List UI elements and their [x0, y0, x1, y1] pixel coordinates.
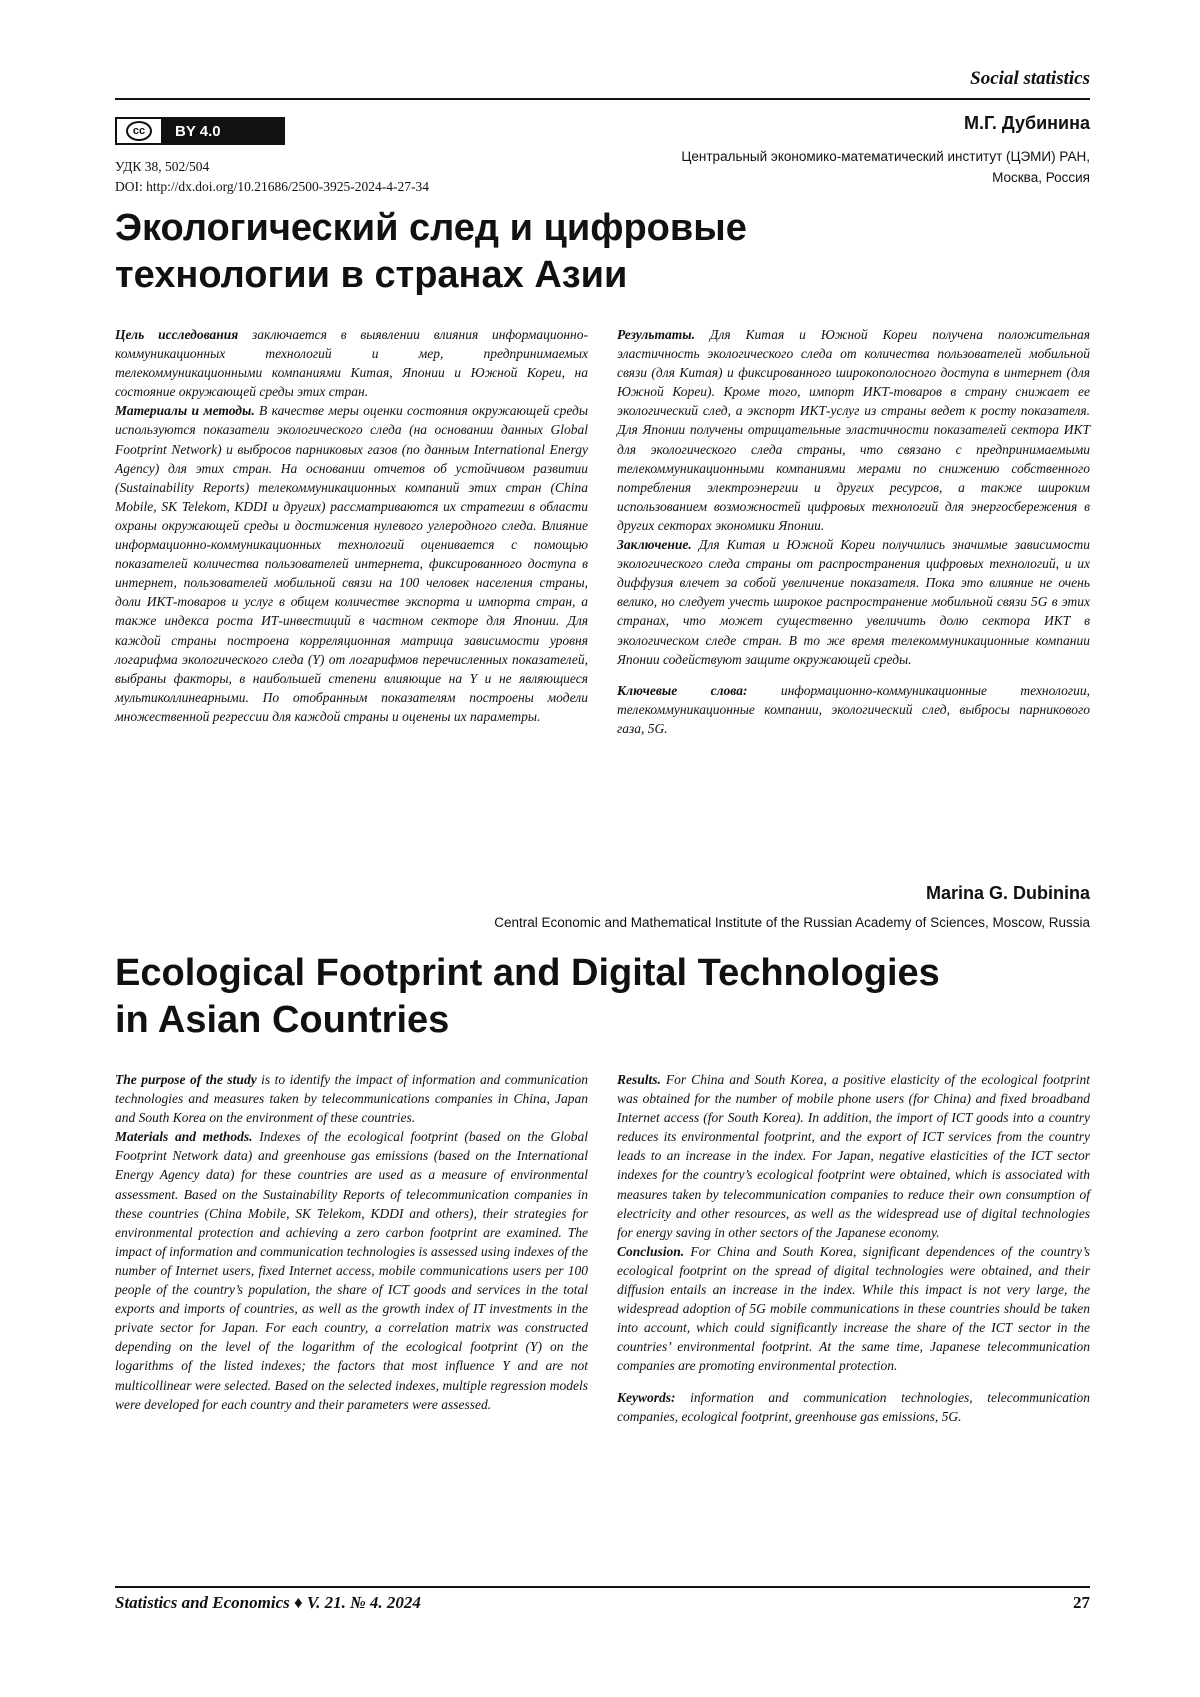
en-conclusion-text: For China and South Korea, significant dependences of the country’s ecological footprint on the spread of digital technologies were obtained, and their diffusion entails an increase in the index. While this impact is not very large, the widespread adoption of 5G mobile communications in these countries should be taken into account, which could significantly increase the share of the ICT sector in the countries’ environmental footprint. At the same time, Japanese telecommunication companies are promoting environmental protection. — [617, 1243, 1090, 1374]
en-keywords-text: information and communication technologies, telecommunication companies, ecological footprint, greenhouse gas emissions, 5G. — [617, 1389, 1090, 1424]
section-label: Social statistics — [970, 68, 1090, 89]
ru-affiliation-line1: Центральный экономико-математический институт (ЦЭМИ) РАН, — [681, 149, 1090, 164]
doi-link[interactable]: DOI: http://dx.doi.org/10.21686/2500-3925-2024-4-27-34 — [115, 179, 429, 194]
en-results-text: For China and South Korea, a positive elasticity of the ecological footprint was obtained for the number of mobile phone users (for China) and fixed broadband Internet access (for South Korea). In addition, the import of ICT goods into a country reduces its environmental footprint, and the export of ICT services from the country leads to an increase in the index. For Japan, negative elasticities of the ICT sector indexes for the country’s ecological footprint were obtained, which is associated with measures taken by telecommunication companies to reduce their own consumption of electricity and other resources, as well as the widespread use of digital technologies for energy saving in other sectors of the Japanese economy. — [617, 1072, 1090, 1240]
footer-journal: Statistics and Economics ♦ V. 21. № 4. 2024 — [115, 1593, 421, 1612]
en-abstract-right-column — [617, 1070, 1090, 1426]
en-results-paragraph — [617, 1070, 1090, 1242]
ru-methods-text: В качестве меры оценки состояния окружающей среды используются показатели экологического следа (на основании данных Global Footprint Network) и выбросов парниковых газов (по данным International Energy Agency) для этих стран. На основании отчетов об устойчивом развитии (Sustainability Reports) телекоммуникационных компаний этих стран (China Mobile, SK Telekom, KDDI и других) рассматриваются их стратегии в области охраны окружающей среды и достижения нулевого углеродного следа. Влияние информационно-коммуникационных технологий оценивается с помощью показателей количества пользователей интернета, фиксированного доступа в интернет, пользователей мобильной связи на 100 человек населения страны, доли ИКТ-товаров и услуг в общем количестве экспорта и импорта стран, а также индекса роста ИТ-инвестиций в частном секторе для Японии. Для каждой страны построена корреляционная матрица зависимости уровня логарифма экологического следа (Y) от логарифмов перечисленных показателей, выбраны факторы, в наибольшей степени влияющие на Y и не являющиеся мультиколлинеарными. По отобранным показателям построены модели множественной регрессии для каждой страны и оценены их параметры. — [115, 403, 588, 724]
en-purpose-paragraph — [115, 1070, 588, 1127]
en-keywords-label: Keywords: — [617, 1389, 676, 1405]
ru-methods-label: Материалы и методы. — [115, 403, 255, 419]
ru-title-line2: технологии в странах Азии — [115, 254, 628, 296]
license-label: BY 4.0 — [175, 122, 221, 140]
en-methods-paragraph — [115, 1127, 588, 1413]
en-title — [115, 950, 1100, 1044]
ru-keywords-text: информационно-коммуникационные технологии, телекоммуникационные компании, экологический след, выбросы парникового газа, 5G. — [617, 682, 1090, 736]
en-affiliation: Central Economic and Mathematical Institute of the Russian Academy of Sciences, Moscow, Russia — [494, 915, 1090, 930]
en-author: Marina G. Dubinina — [925, 883, 1090, 903]
cc-logo-icon — [117, 119, 163, 143]
ru-affiliation-line2: Москва, Россия — [992, 170, 1090, 185]
ru-purpose-label: Цель исследования — [115, 327, 239, 342]
en-purpose-text: is to identify the impact of information and communication technologies and measures taken by telecommunications companies in China, Japan and South Korea on the environment of these countries. — [115, 1072, 588, 1126]
en-results-label: Results. — [617, 1072, 661, 1087]
en-keywords-paragraph — [617, 1388, 1090, 1426]
en-conclusion-label: Conclusion. — [617, 1243, 685, 1259]
ru-conclusion-label: Заключение. — [617, 537, 692, 553]
ru-title-line1: Экологический след и цифровые — [115, 207, 747, 249]
cc-circle: cc — [126, 121, 152, 141]
ru-affiliation — [530, 146, 1090, 188]
en-title-line1: Ecological Footprint and Digital Technologies — [115, 952, 940, 994]
ru-title — [115, 205, 1095, 299]
ru-conclusion-paragraph — [617, 535, 1090, 669]
ru-methods-paragraph — [115, 401, 588, 726]
en-methods-label: Materials and methods. — [115, 1129, 253, 1145]
ru-purpose-text: заключается в выявлении влияния информационно-коммуникационных технологий и мер, предпринимаемых телекоммуникационными компаниями Китая, Японии и Южной Кореи, на состояние окружающей среды этих стран. — [115, 327, 588, 400]
ru-results-paragraph — [617, 325, 1090, 535]
ru-keywords-label: Ключевые слова: — [617, 682, 748, 698]
en-purpose-label: The purpose of the study — [115, 1072, 257, 1087]
ru-abstract-right-column — [617, 325, 1090, 738]
udc-doi-block — [115, 157, 429, 197]
ru-purpose-paragraph — [115, 325, 588, 401]
cc-license-badge[interactable] — [115, 117, 285, 145]
udc-code: УДК 38, 502/504 — [115, 159, 210, 174]
ru-keywords-paragraph — [617, 681, 1090, 738]
bottom-rule — [115, 1586, 1090, 1588]
en-conclusion-paragraph — [617, 1242, 1090, 1376]
ru-conclusion-text: Для Китая и Южной Кореи получились значимые зависимости экологического следа страны от распространения цифровых технологий, и их диффузия влечет за собой увеличение показателя. Пока это влияние не очень велико, но следует учесть широкое распространение мобильной связи 5G в этих странах, что может существенно увеличить долю сектора ИКТ в экологическом следе стран. В то же время телекоммуникационные компании Японии содействуют защите окружающей среды. — [617, 537, 1090, 667]
ru-author: М.Г. Дубинина — [963, 113, 1090, 133]
top-rule — [115, 98, 1090, 100]
en-abstract-left-column — [115, 1070, 588, 1414]
ru-abstract-left-column — [115, 325, 588, 726]
en-title-line2: in Asian Countries — [115, 999, 450, 1041]
en-methods-text: Indexes of the ecological footprint (based on the Global Footprint Network data) and greenhouse gas emissions (based on the International Energy Agency data) for these countries are used as a measure of environmental assessment. Based on the Sustainability Reports of telecommunication companies in these countries (China Mobile, SK Telekom, KDDI and others), their strategies for environmental protection and achieving a zero carbon footprint are examined. The impact of information and communication technologies is assessed using indexes of the number of Internet users, fixed Internet access, mobile communications users per 100 people of the country’s population, the share of ICT goods and services in the total exports and imports of countries, as well as the growth index of IT investments in the private sector for Japan. For each country, a correlation matrix was constructed depending on the level of the logarithm of the ecological footprint (Y) on the logarithms of the listed indexes; the factors that most influence Y and are not multicollinear were selected. Based on the selected indexes, multiple regression models were developed for each country and their parameters were assessed. — [115, 1129, 588, 1412]
ru-results-label: Результаты. — [617, 327, 695, 342]
ru-results-text: Для Китая и Южной Кореи получена положительная эластичность экологического следа от количества пользователей мобильной связи (для Китая) и фиксированного широкополосного доступа в интернет (для Южной Кореи). Кроме того, импорт ИКТ-товаров в страну снижает ее экологический след, а экспорт ИКТ-услуг из страны ведет к росту показателя. Для Японии получены отрицательные эластичности показателей сектора ИКТ для экологического следа страны, что связано с предпринимаемыми телекоммуникационными компаниями мерами по снижению собственного потребления электроэнергии и других ресурсов, а также широким использованием возможностей цифровых технологий для энергосбережения в других секторах экономики Японии. — [617, 327, 1090, 533]
page-number: 27 — [1073, 1593, 1090, 1612]
